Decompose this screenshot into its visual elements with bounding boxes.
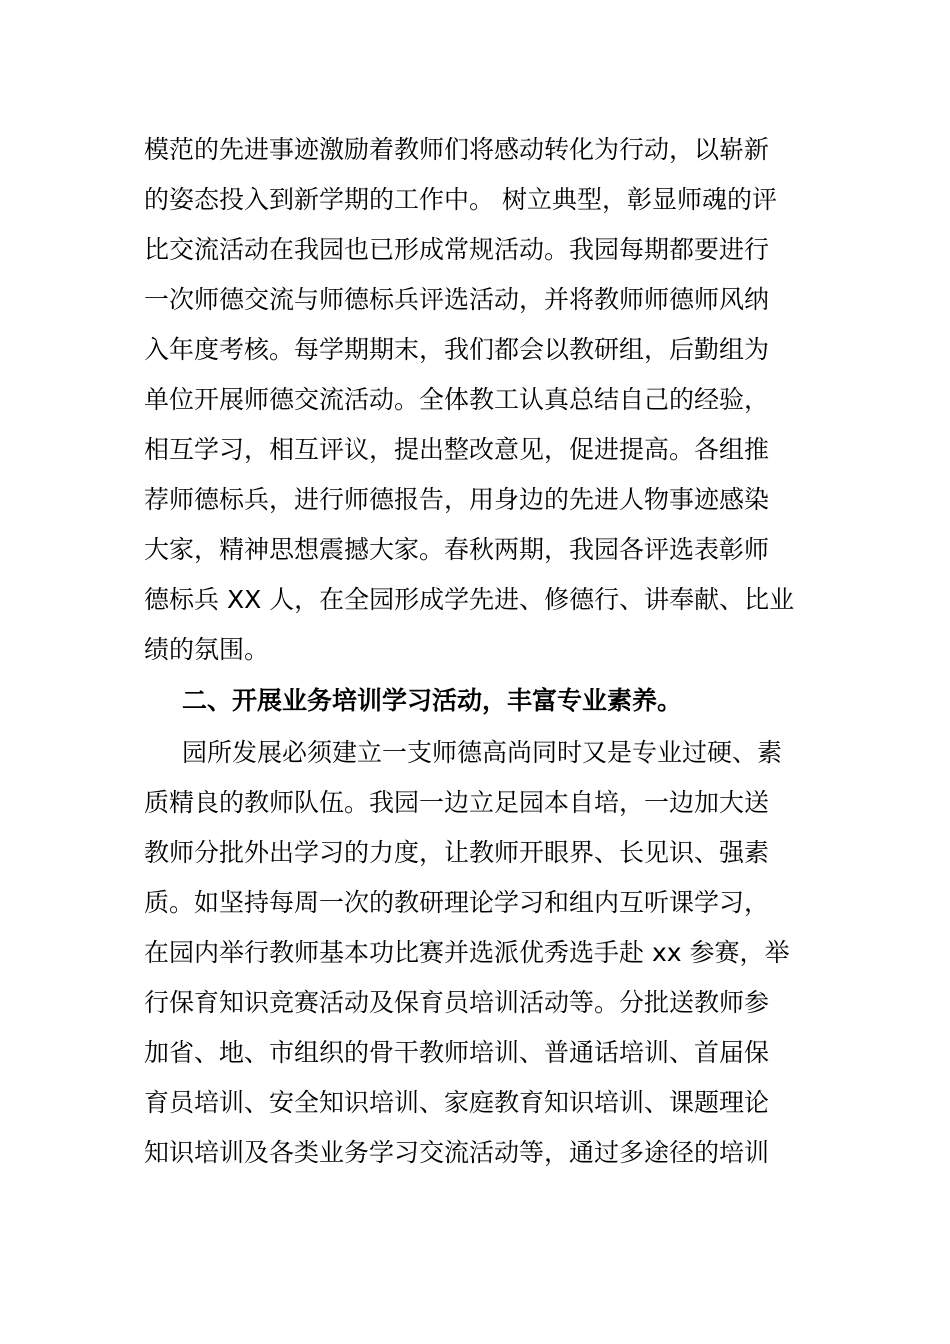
- text-line: 园所发展必须建立一支师德高尚同时又是专业过硬、素: [182, 738, 783, 767]
- text-line: 大家，精神思想震撼大家。春秋两期，我园各评选表彰师: [144, 535, 770, 564]
- text-line: 一次师德交流与师德标兵评选活动，并将教师师德师风纳: [144, 285, 770, 314]
- text-line: 相互学习，相互评议，提出整改意见，促进提高。各组推: [144, 435, 770, 464]
- text-line: 育员培训、安全知识培训、家庭教育知识培训、课题理论: [144, 1088, 770, 1117]
- text-line: 质。如坚持每周一次的教研理论学习和组内互听课学习，: [144, 888, 770, 917]
- text-line: 质精良的教师队伍。我园一边立足园本自培，一边加大送: [144, 788, 770, 817]
- text-line: 入年度考核。每学期期末，我们都会以教研组，后勤组为: [144, 335, 770, 364]
- text-line: 教师分批外出学习的力度，让教师开眼界、长见识、强素: [144, 838, 770, 867]
- text-line: 知识培训及各类业务学习交流活动等，通过多途径的培训: [144, 1138, 770, 1167]
- text-line: 加省、地、市组织的骨干教师培训、普通话培训、首届保: [144, 1038, 770, 1067]
- text-line: 德标兵 XX 人，在全园形成学先进、修德行、讲奉献、比业: [144, 585, 795, 614]
- text-line: 荐师德标兵，进行师德报告，用身边的先进人物事迹感染: [144, 485, 770, 514]
- text-line: 比交流活动在我园也已形成常规活动。我园每期都要进行: [144, 235, 770, 264]
- text-line: 行保育知识竞赛活动及保育员培训活动等。分批送教师参: [144, 988, 770, 1017]
- text-line: 在园内举行教师基本功比赛并选派优秀选手赴 xx 参赛，举: [144, 938, 790, 967]
- text-line: 模范的先进事迹激励着教师们将感动转化为行动，以崭新: [144, 135, 770, 164]
- text-line: 绩的氛围。: [144, 635, 270, 664]
- text-line: 的姿态投入到新学期的工作中。 树立典型，彰显师魂的评: [144, 185, 777, 214]
- text-line: 单位开展师德交流活动。全体教工认真总结自己的经验，: [144, 385, 770, 414]
- section-heading: 二、开展业务培训学习活动，丰富专业素养。: [182, 686, 683, 715]
